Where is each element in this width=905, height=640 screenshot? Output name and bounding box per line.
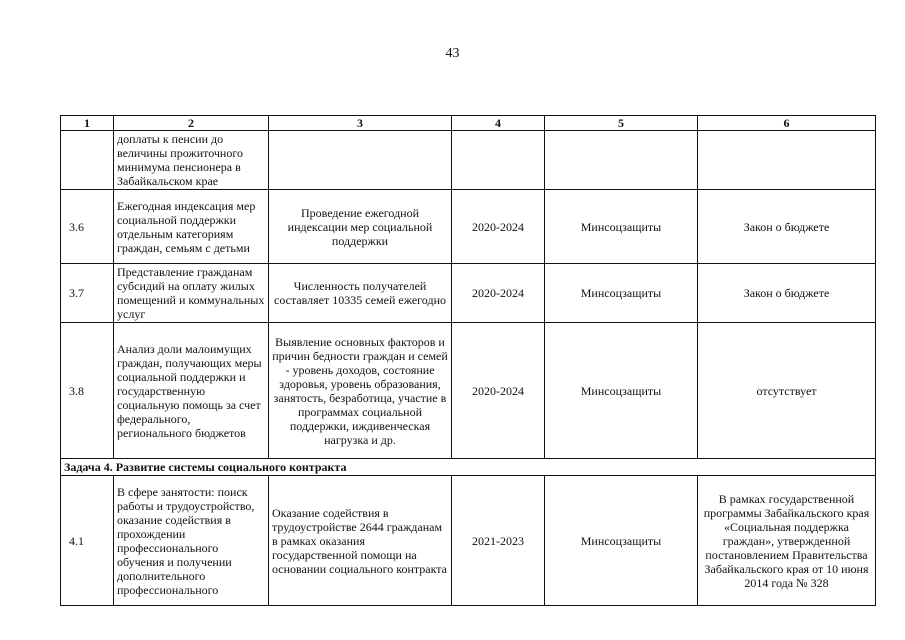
basis: Закон о бюджете [698,190,876,264]
column-header: 2 [114,116,269,131]
table-row [61,476,876,606]
responsible: Минсоцзащиты [545,323,698,459]
responsible [545,131,698,190]
responsible: Минсоцзащиты [545,264,698,323]
column-header: 3 [269,116,452,131]
period: 2020-2024 [452,323,545,459]
page-number: 43 [445,46,460,61]
measures-table [60,115,876,606]
measure-name: доплаты к пенсии до величины прожиточного минимума пенсионера в Забайкальском крае [114,131,269,190]
responsible: Минсоцзащиты [545,476,698,606]
column-header: 5 [545,116,698,131]
expected-result: Численность получателей составляет 10335 семей ежегодно [269,264,452,323]
row-number: 3.8 [61,323,114,459]
measure-name: В сфере занятости: поиск работы и трудоустройство, оказание содействия в прохождении профессионального обучения и получении дополнительного профессионального [114,476,269,606]
basis: отсутствует [698,323,876,459]
row-number: 4.1 [61,476,114,606]
column-header: 1 [61,116,114,131]
basis [698,131,876,190]
task-row [61,459,876,476]
period: 2021-2023 [452,476,545,606]
expected-result: Оказание содействия в трудоустройстве 2644 гражданам в рамках оказания государственной помощи на основании социального контракта [269,476,452,606]
column-header: 6 [698,116,876,131]
expected-result: Проведение ежегодной индексации мер социальной поддержки [269,190,452,264]
header-row [61,116,876,131]
table-row [61,323,876,459]
table-row [61,131,876,190]
basis: В рамках государственной программы Забайкальского края «Социальная поддержка граждан», утвержденной постановлением Правительства Забайкальского края от 10 июня 2014 года № 328 [698,476,876,606]
period [452,131,545,190]
period: 2020-2024 [452,264,545,323]
task-title: Задача 4. Развитие системы социального контракта [61,459,876,476]
expected-result: Выявление основных факторов и причин бедности граждан и семей - уровень доходов, состояние здоровья, уровень образования, занятость, безработица, участие в программах социальной поддержки, иждивенческая нагрузка и др. [269,323,452,459]
responsible: Минсоцзащиты [545,190,698,264]
row-number: 3.7 [61,264,114,323]
measure-name: Ежегодная индексация мер социальной поддержки отдельным категориям граждан, семьям с детьми [114,190,269,264]
measure-name: Представление гражданам субсидий на оплату жилых помещений и коммунальных услуг [114,264,269,323]
row-number: 3.6 [61,190,114,264]
row-number [61,131,114,190]
period: 2020-2024 [452,190,545,264]
table-row [61,264,876,323]
basis: Закон о бюджете [698,264,876,323]
table-row [61,190,876,264]
column-header: 4 [452,116,545,131]
measure-name: Анализ доли малоимущих граждан, получающих меры социальной поддержки и государственную социальную помощь за счет федерального, регионального бюджетов [114,323,269,459]
expected-result [269,131,452,190]
